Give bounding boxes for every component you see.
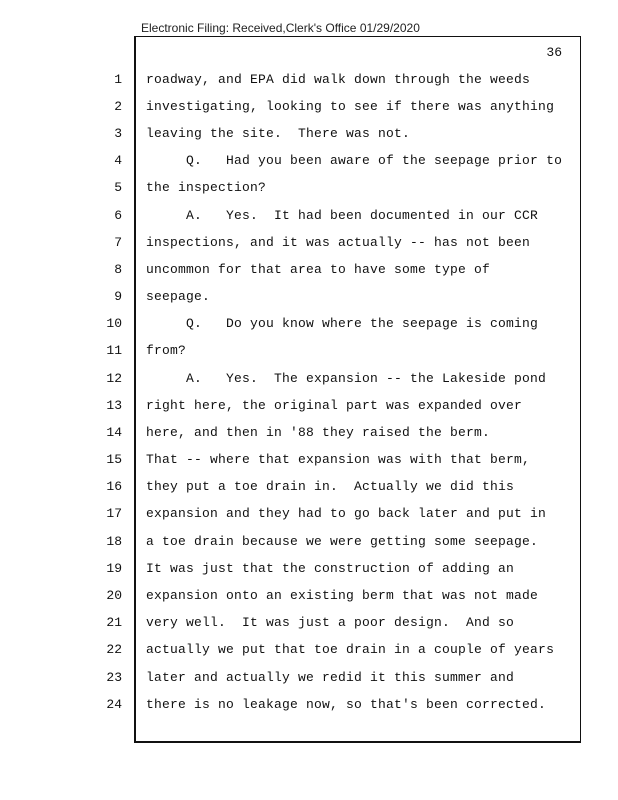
line-number: 11 xyxy=(106,343,122,358)
line-number: 23 xyxy=(106,670,122,685)
line-number: 10 xyxy=(106,316,122,331)
page-number: 36 xyxy=(546,45,562,60)
transcript-page-border xyxy=(134,36,581,743)
transcript-line: inspections, and it was actually -- has not been xyxy=(146,235,531,250)
transcript-line: expansion and they had to go back later and put in xyxy=(146,506,547,521)
line-number: 20 xyxy=(106,588,122,603)
line-number: 18 xyxy=(106,534,122,549)
transcript-line: there is no leakage now, so that's been corrected. xyxy=(146,697,547,712)
line-number: 8 xyxy=(114,262,122,277)
transcript-line: Q. Do you know where the seepage is coming xyxy=(146,316,539,331)
transcript-line: A. Yes. It had been documented in our CCR xyxy=(146,208,539,223)
transcript-line: That -- where that expansion was with that berm, xyxy=(146,452,531,467)
line-number: 24 xyxy=(106,697,122,712)
line-number: 19 xyxy=(106,561,122,576)
transcript-line: A. Yes. The expansion -- the Lakeside pond xyxy=(146,371,547,386)
line-number: 15 xyxy=(106,452,122,467)
transcript-line: right here, the original part was expanded over xyxy=(146,398,523,413)
line-number: 17 xyxy=(106,506,122,521)
line-number: 21 xyxy=(106,615,122,630)
transcript-line: leaving the site. There was not. xyxy=(146,126,411,141)
line-number: 4 xyxy=(114,153,122,168)
transcript-line: a toe drain because we were getting some seepage. xyxy=(146,534,539,549)
line-number: 7 xyxy=(114,235,122,250)
transcript-line: actually we put that toe drain in a couple of years xyxy=(146,642,555,657)
transcript-line: Q. Had you been aware of the seepage prior to xyxy=(146,153,563,168)
line-number: 16 xyxy=(106,479,122,494)
transcript-line: investigating, looking to see if there was anything xyxy=(146,99,555,114)
transcript-line: from? xyxy=(146,343,187,358)
transcript-line: roadway, and EPA did walk down through the weeds xyxy=(146,72,531,87)
line-number: 13 xyxy=(106,398,122,413)
line-number: 1 xyxy=(114,72,122,87)
transcript-line: very well. It was just a poor design. And so xyxy=(146,615,515,630)
line-number: 22 xyxy=(106,642,122,657)
transcript-line: It was just that the construction of adding an xyxy=(146,561,515,576)
line-number: 14 xyxy=(106,425,122,440)
line-number: 12 xyxy=(106,371,122,386)
transcript-line: uncommon for that area to have some type of xyxy=(146,262,491,277)
line-number: 6 xyxy=(114,208,122,223)
transcript-line: here, and then in '88 they raised the berm. xyxy=(146,425,491,440)
line-number: 2 xyxy=(114,99,122,114)
line-number: 3 xyxy=(114,126,122,141)
filing-header: Electronic Filing: Received,Clerk's Office 01/29/2020 xyxy=(141,21,420,35)
transcript-line: expansion onto an existing berm that was not made xyxy=(146,588,539,603)
transcript-line: later and actually we redid it this summer and xyxy=(146,670,515,685)
line-number: 5 xyxy=(114,180,122,195)
transcript-line: they put a toe drain in. Actually we did this xyxy=(146,479,515,494)
transcript-line: the inspection? xyxy=(146,180,267,195)
transcript-line: seepage. xyxy=(146,289,211,304)
line-number: 9 xyxy=(114,289,122,304)
